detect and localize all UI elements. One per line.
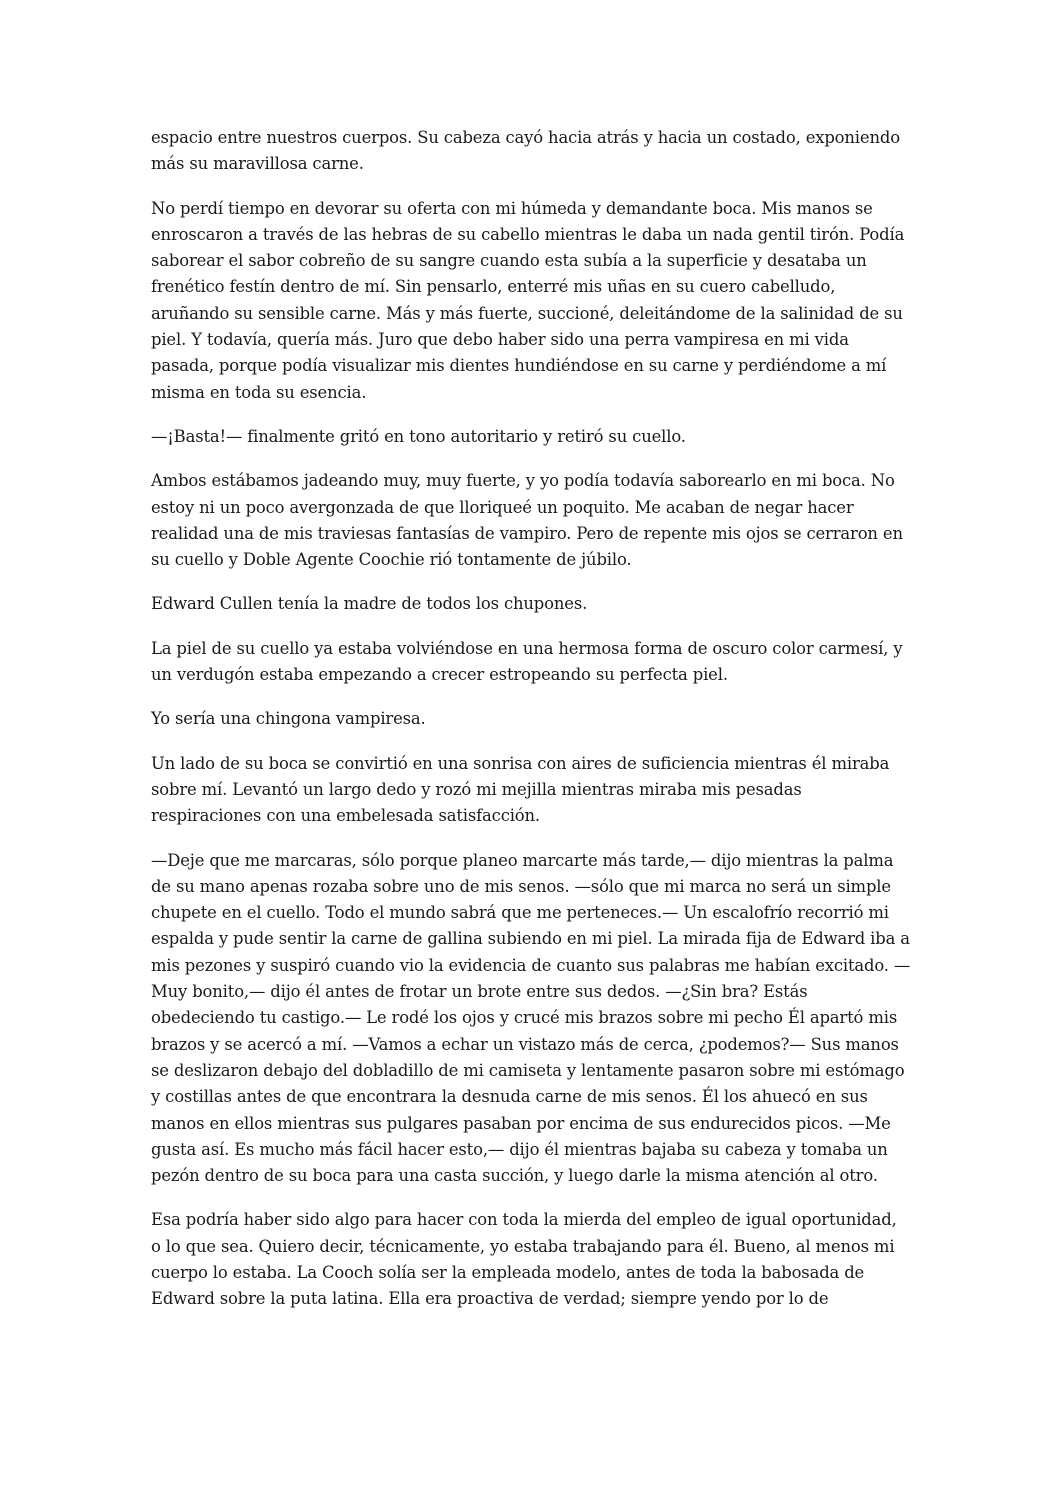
paragraph-7: Yo sería una chingona vampiresa. bbox=[151, 709, 426, 729]
paragraph-6: La piel de su cuello ya estaba volviéndose en una hermosa forma de oscuro color carmesí, y un verdugón estaba empezando a crecer estropeando su perfecta piel. bbox=[151, 638, 903, 685]
paragraph-5: Edward Cullen tenía la madre de todos los chupones. bbox=[151, 594, 588, 614]
paragraph-4: Ambos estábamos jadeando muy, muy fuerte, y yo podía todavía saborearlo en mi boca. No estoy ni un poco avergonzada de que lloriqueé un poquito. Me acaban de negar hacer realidad una de mis traviesas fantasías de vampiro. Pero de repente mis ojos se cerraron en su cuello y Doble Agente Coochie rió tontamente de júbilo. bbox=[151, 471, 903, 570]
paragraph-1: espacio entre nuestros cuerpos. Su cabeza cayó hacia atrás y hacia un costado, exponiendo más su maravillosa carne. bbox=[151, 128, 900, 174]
paragraph-9: —Deje que me marcaras, sólo porque planeo marcarte más tarde,— dijo mientras la palma de su mano apenas rozaba sobre uno de mis senos. —sólo que mi marca no será un simple chupete en el cuello. Todo el mundo sabrá que me perteneces.— Un escalofrío recorrió mi espalda y pude sentir la carne de gallina subiendo en mi piel. La mirada fija de Edward iba a mis pezones y suspiró cuando vio la evidencia de cuanto sus palabras me habían excitado. —Muy bonito,— dijo él antes de frotar un brote entre sus dedos. —¿Sin bra? Estás obedeciendo tu castigo.— Le rodé los ojos y crucé mis brazos sobre mi pecho Él apartó mis brazos y se acercó a mí. —Vamos a echar un vistazo más de cerca, ¿podemos?— Sus manos se deslizaron debajo del dobladillo de mi camiseta y lentamente pasaron sobre mi estómago y costillas antes de que encontrara la desnuda carne de mis senos. Él los ahuecó en sus manos en ellos mientras sus pulgares pasaban por encima de sus endurecidos picos. —Me gusta así. Es mucho más fácil hacer esto,— dijo él mientras bajaba su cabeza y tomaba un pezón dentro de su boca para una casta succión, y luego darle la misma atención al otro. bbox=[151, 850, 911, 1186]
paragraph-3: —¡Basta!— finalmente gritó en tono autoritario y retiró su cuello. bbox=[151, 426, 686, 446]
paragraph-10: Esa podría haber sido algo para hacer con toda la mierda del empleo de igual oportunidad, o lo que sea. Quiero decir, técnicamente, yo estaba trabajando para él. Bueno, al menos mi cuerpo lo estaba. La Cooch solía ser la empleada modelo, antes de toda la babosada de Edward sobre la puta latina. Ella era proactiva de verdad; siempre yendo por lo de bbox=[151, 1210, 897, 1309]
paragraph-8: Un lado de su boca se convirtió en una sonrisa con aires de suficiencia mientras él miraba sobre mí. Levantó un largo dedo y rozó mi mejilla mientras miraba mis pesadas respiraciones con una embelesada satisfacción. bbox=[151, 753, 890, 826]
paragraph-2: No perdí tiempo en devorar su oferta con mi húmeda y demandante boca. Mis manos se enroscaron a través de las hebras de su cabello mientras le daba un nada gentil tirón. Podía saborear el sabor cobreño de su sangre cuando esta subía a la superficie y desataba un frenético festín dentro de mí. Sin pensarlo, enterré mis uñas en su cuero cabelludo, aruñando su sensible carne. Más y más fuerte, succioné, deleitándome de la salinidad de su piel. Y todavía, quería más. Juro que debo haber sido una perra vampiresa en mi vida pasada, porque podía visualizar mis dientes hundiéndose en su carne y perdiéndome a mí misma en toda su esencia. bbox=[151, 198, 905, 402]
document-page bbox=[151, 125, 911, 1331]
